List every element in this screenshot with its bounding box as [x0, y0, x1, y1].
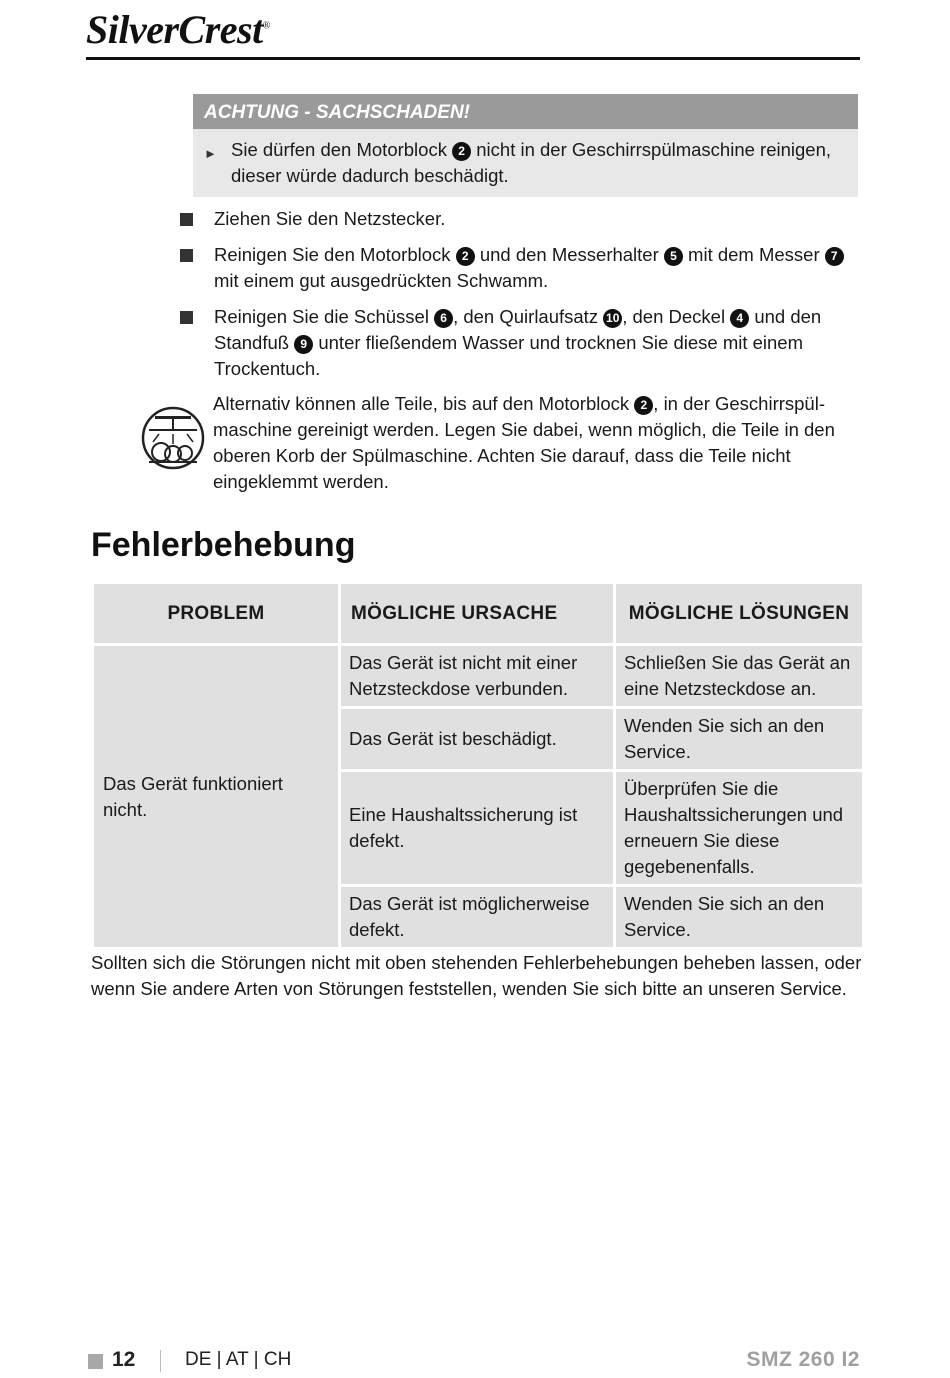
part-number-badge: 10 [603, 309, 622, 328]
warning-title: ACHTUNG - SACHSCHADEN! [193, 94, 858, 129]
part-number-badge: 2 [452, 142, 471, 161]
table-row [93, 645, 864, 708]
table-cell-solution: Überprüfen Sie die Haushaltssicherungen und erneuern Sie diese gegebenenfalls. [615, 771, 864, 886]
bullet-square-icon [180, 311, 193, 324]
table-cell-solution: Schließen Sie das Gerät an eine Netzsteckdose an. [615, 645, 864, 708]
model-number: SMZ 260 I2 [746, 1348, 860, 1371]
footer-divider [160, 1350, 161, 1372]
table-header-row [93, 583, 864, 645]
column-header: MÖGLICHE URSACHE [340, 583, 615, 645]
column-header: PROBLEM [93, 583, 340, 645]
header-rule [86, 57, 860, 60]
bullet-square-icon [180, 249, 193, 262]
column-header: MÖGLICHE LÖSUNGEN [615, 583, 864, 645]
dishwasher-note: Alternativ können alle Teile, bis auf den Motorblock 2 , in der Geschirrspül-maschine gereinigt werden. Legen Sie dabei, wenn möglich, die Teile in den oberen Korb der Spülmaschine. Achten Sie darauf, dass die Teile nicht eingeklemmt werden. [213, 393, 835, 492]
cleaning-steps [180, 206, 862, 392]
part-number-badge: 7 [825, 247, 844, 266]
part-number-badge: 2 [456, 247, 475, 266]
language-codes: DE | AT | CH [185, 1349, 292, 1370]
part-number-badge: 2 [634, 396, 653, 415]
table-cell-solution: Wenden Sie sich an den Service. [615, 886, 864, 949]
warning-item: ► Sie dürfen den Motorblock 2 nicht in der Geschirrspülmaschine reinigen, dieser würde dadurch beschädigt. [204, 139, 832, 186]
arrow-right-icon: ► [204, 146, 217, 161]
part-number-badge: 6 [434, 309, 453, 328]
warning-box [193, 94, 858, 197]
part-number-badge: 9 [294, 335, 313, 354]
part-number-badge: 5 [664, 247, 683, 266]
footer-square-icon [88, 1354, 103, 1369]
troubleshooting-table [91, 581, 865, 950]
list-item: Reinigen Sie den Motorblock 2 und den Messerhalter 5 mit dem Messer 7 mit einem gut ausgedrückten Schwamm. [180, 242, 862, 294]
table-cell-cause: Das Gerät ist nicht mit einer Netzsteckdose verbunden. [340, 645, 615, 708]
list-item: Reinigen Sie die Schüssel 6 , den Quirlaufsatz 10 , den Deckel 4 und den Standfuß 9 unter fließendem Wasser und trocknen Sie diese mit einem Trockentuch. [180, 304, 862, 382]
dishwasher-icon [141, 406, 205, 470]
table-cell-cause: Das Gerät ist beschädigt. [340, 708, 615, 771]
bullet-square-icon [180, 213, 193, 226]
list-item: Ziehen Sie den Netzstecker. [180, 206, 862, 232]
section-title: Fehlerbehebung [91, 526, 356, 564]
brand-logo: SilverCrest® [86, 7, 270, 52]
table-cell-problem: Das Gerät funktioniert nicht. [93, 645, 340, 949]
table-cell-cause: Das Gerät ist möglicherweise defekt. [340, 886, 615, 949]
part-number-badge: 4 [730, 309, 749, 328]
table-cell-solution: Wenden Sie sich an den Service. [615, 708, 864, 771]
page-number: 12 [112, 1348, 136, 1371]
closing-text: Sollten sich die Störungen nicht mit oben stehenden Fehlerbehebungen beheben lassen, oder wenn Sie andere Arten von Störungen feststellen, wenden Sie sich bitte an unseren Service. [91, 952, 862, 999]
table-cell-cause: Eine Haushaltssicherung ist defekt. [340, 771, 615, 886]
